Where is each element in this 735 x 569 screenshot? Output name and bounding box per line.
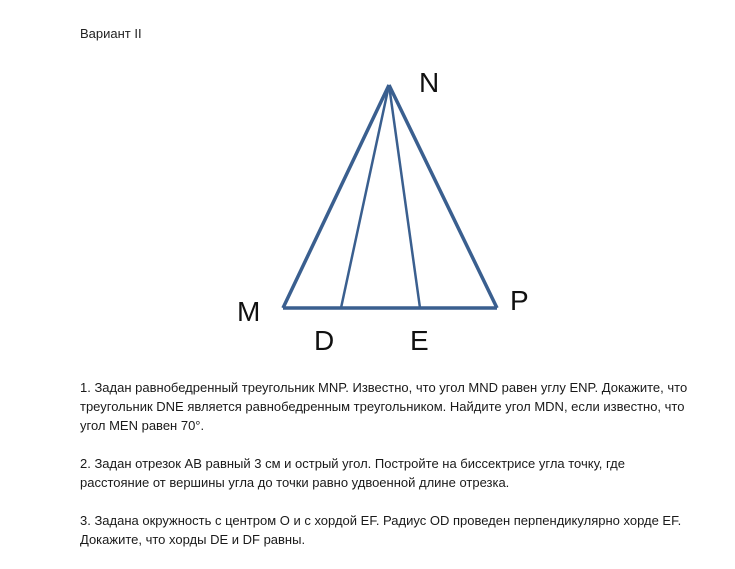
task-3: 3. Задана окружность с центром О и с хордой EF. Радиус OD проведен перпендикулярно хорде EF. Докажите, что хорды DE и DF равны.: [80, 513, 682, 547]
vertex-label-d: D: [314, 325, 335, 356]
task-1: 1. Задан равнобедренный треугольник MNP. Известно, что угол MND равен углу ENP. Докажите, что треугольник DNE является равнобедренным треугольником. Найдите угол MDN, если известно, что угол MEN равен 70°.: [80, 380, 688, 433]
vertex-label-m: M: [237, 296, 261, 327]
task-list: [80, 378, 690, 568]
vertex-label-e: E: [410, 325, 429, 356]
vertex-label-p: P: [510, 285, 529, 316]
variant-title: Вариант II: [80, 26, 142, 41]
segment-nd: [341, 85, 389, 308]
vertex-label-n: N: [419, 67, 440, 98]
side-mn: [283, 85, 389, 308]
task-2: 2. Задан отрезок АВ равный 3 см и острый угол. Постройте на биссектрисе угла точку, где расстояние от вершины угла до точки равно удвоенной длине отрезка.: [80, 456, 625, 490]
